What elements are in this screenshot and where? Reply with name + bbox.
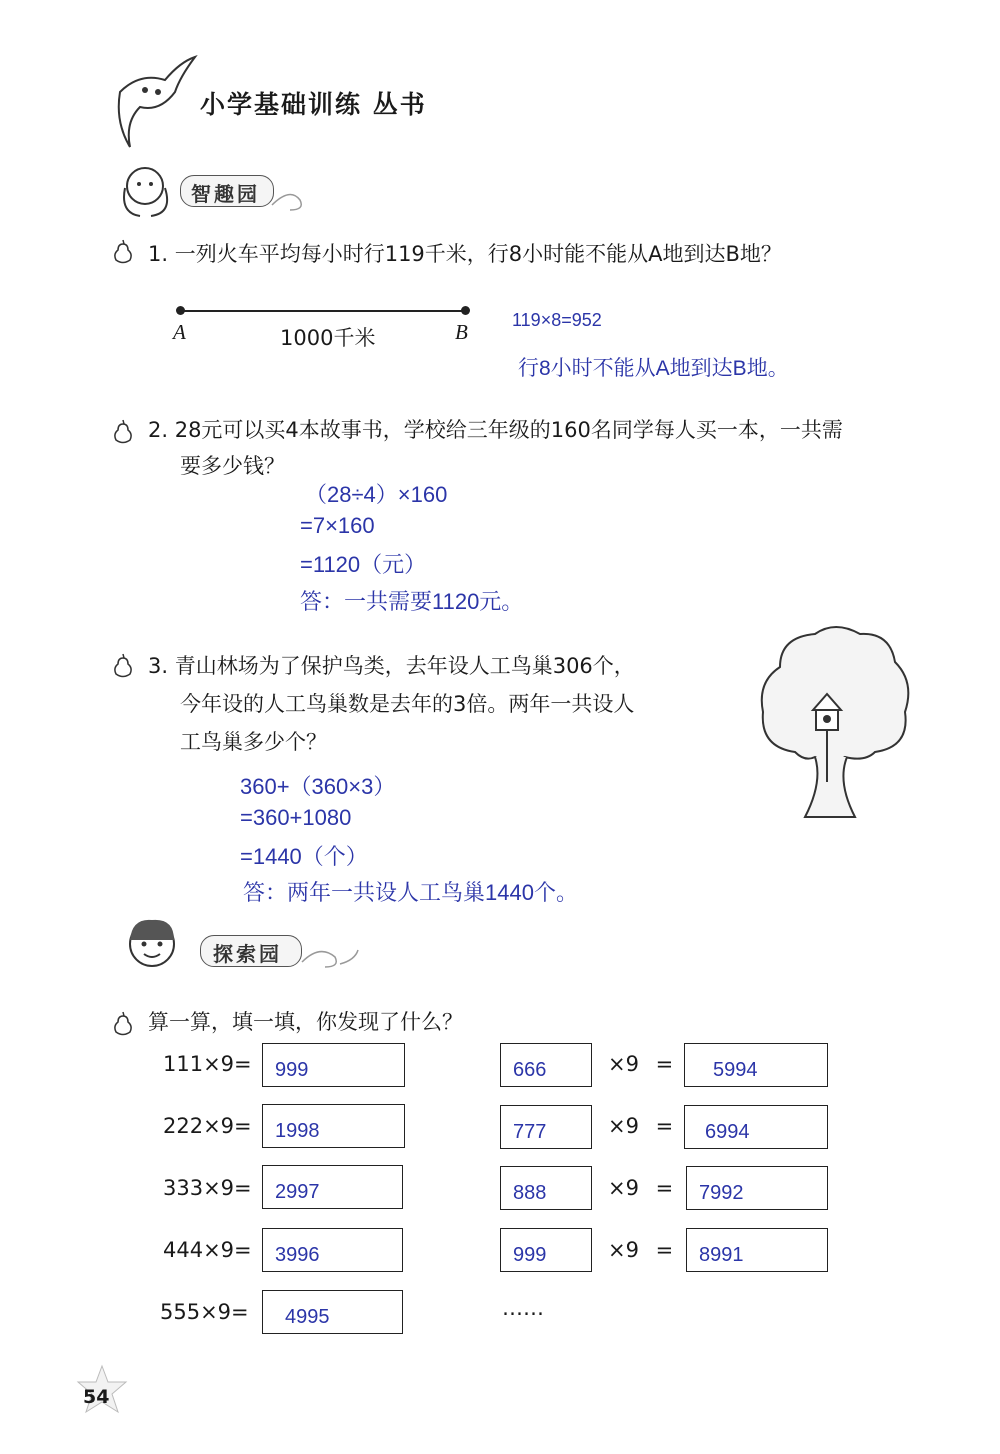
- right-answer-box-1: [684, 1043, 828, 1087]
- q3-answer-line-4: 答：两年一共设人工鸟巢1440个。: [243, 880, 578, 905]
- right-answer-box-4: [686, 1228, 828, 1272]
- left-answer-box-3: [262, 1165, 403, 1209]
- point-a-dot: [176, 306, 185, 315]
- right-answer-box-2: [684, 1105, 828, 1149]
- right-op-2: ×9 =: [608, 1114, 674, 1138]
- right-answer-box-3: [686, 1166, 828, 1210]
- right-op-4: ×9 =: [608, 1238, 674, 1262]
- section-swirl: [300, 942, 360, 972]
- q3-text-line-3: 工鸟巢多少个？: [180, 730, 327, 754]
- right-first-box-3: [500, 1166, 592, 1210]
- point-b-label: B: [455, 320, 468, 344]
- bird-icon: [100, 52, 200, 152]
- right-answer-1: 5994: [713, 1059, 758, 1081]
- right-first-box-4: [500, 1228, 592, 1272]
- left-answer-4: 3996: [275, 1244, 320, 1266]
- left-answer-box-4: [262, 1228, 403, 1272]
- right-op-3: ×9 =: [608, 1176, 674, 1200]
- pear-icon: [112, 238, 134, 264]
- q2-answer-line-4: 答：一共需要1120元。: [300, 589, 524, 614]
- right-first-box-1: [500, 1043, 592, 1087]
- left-answer-box-1: [262, 1043, 405, 1087]
- right-first-4: 999: [513, 1244, 547, 1266]
- section-label-zhiquyuan: 智趣园: [191, 182, 260, 206]
- tree-birdhouse-icon: [755, 622, 915, 822]
- girl-icon: [115, 158, 177, 218]
- right-answer-2: 6994: [705, 1121, 750, 1143]
- section-label-zhiquyuan-box: [180, 175, 274, 207]
- point-b-dot: [461, 306, 470, 315]
- q3-text-line-2: 今年设的人工鸟巢数是去年的3倍。两年一共设人: [180, 692, 635, 716]
- q3-answer-line-2: =360+1080: [240, 805, 352, 830]
- section-label-tansuoyuan: 探索园: [213, 942, 282, 966]
- section-label-tansuoyuan-box: [200, 935, 302, 967]
- right-first-2: 777: [513, 1121, 547, 1143]
- series-title: 小学基础训练 丛书: [200, 90, 427, 119]
- pear-icon: [112, 1010, 134, 1036]
- ellipsis: ……: [502, 1296, 544, 1320]
- q4-text: 算一算，填一填，你发现了什么？: [148, 1010, 463, 1034]
- right-op-1: ×9 =: [608, 1052, 674, 1076]
- page-number: 54: [83, 1386, 110, 1408]
- right-answer-3: 7992: [699, 1182, 744, 1204]
- q2-answer-line-3: =1120（元）: [300, 552, 427, 577]
- section-swirl: [270, 185, 310, 215]
- left-answer-5: 4995: [285, 1306, 330, 1328]
- left-expr-2: 222×9=: [163, 1114, 252, 1138]
- distance-label: 1000千米: [280, 326, 376, 350]
- left-answer-1: 999: [275, 1059, 309, 1081]
- q2-answer-line-2: =7×160: [300, 513, 375, 538]
- left-answer-2: 1998: [275, 1120, 320, 1142]
- q3-answer-line-1: 360+（360×3）: [240, 774, 396, 799]
- left-answer-3: 2997: [275, 1181, 320, 1203]
- q1-answer-line-1: 119×8=952: [512, 310, 602, 330]
- left-expr-1: 111×9=: [163, 1052, 252, 1076]
- q1-answer-line-2: 行8小时不能从A地到达B地。: [518, 357, 789, 380]
- q1-text: 1. 一列火车平均每小时行119千米，行8小时能不能从A地到达B地？: [148, 242, 782, 266]
- point-a-label: A: [173, 320, 186, 344]
- left-expr-3: 333×9=: [163, 1176, 252, 1200]
- left-answer-box-5: [262, 1290, 403, 1334]
- q2-text-line-1: 2. 28元可以买4本故事书，学校给三年级的160名同学每人买一本，一共需: [148, 418, 843, 442]
- q3-answer-line-3: =1440（个）: [240, 844, 368, 869]
- boy-icon: [112, 910, 192, 976]
- q2-text-line-2: 要多少钱？: [180, 454, 285, 478]
- right-first-1: 666: [513, 1059, 547, 1081]
- distance-line: [180, 310, 465, 312]
- left-expr-4: 444×9=: [163, 1238, 252, 1262]
- q2-answer-line-1: （28÷4）×160: [305, 482, 448, 507]
- q3-text-line-1: 3. 青山林场为了保护鸟类，去年设人工鸟巢306个，: [148, 654, 635, 678]
- pear-icon: [112, 418, 134, 444]
- pear-icon: [112, 652, 134, 678]
- left-expr-5: 555×9=: [160, 1300, 249, 1324]
- right-first-3: 888: [513, 1182, 547, 1204]
- right-first-box-2: [500, 1105, 592, 1149]
- left-answer-box-2: [262, 1104, 405, 1148]
- right-answer-4: 8991: [699, 1244, 744, 1266]
